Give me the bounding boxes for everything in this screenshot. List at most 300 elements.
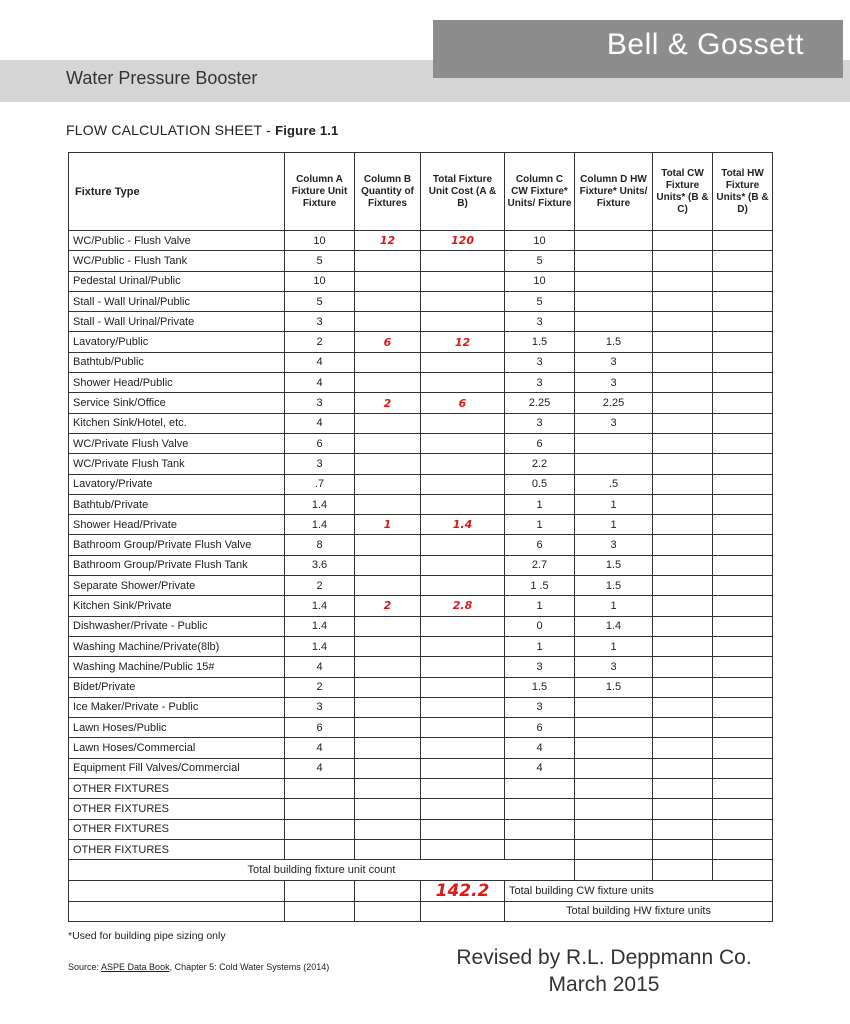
cell-column-b	[355, 839, 421, 859]
total-value-handwritten: 142.2	[435, 880, 490, 901]
table-row	[69, 494, 773, 514]
cell-total-cw	[653, 332, 713, 352]
header-column-d: Column D HW Fixture* Units/ Fixture	[575, 153, 653, 231]
cell-column-a: 1.4	[285, 616, 355, 636]
cell-column-c: 10	[505, 271, 575, 291]
cell-total-cw	[653, 373, 713, 393]
cell-column-b	[355, 373, 421, 393]
cell-total-fixture-unit-cost	[421, 636, 505, 656]
cell-column-b: 2	[355, 596, 421, 616]
empty-cell	[421, 901, 505, 921]
cell-fixture-type: Washing Machine/Private(8lb)	[69, 636, 285, 656]
cell-total-fixture-unit-cost	[421, 697, 505, 717]
cell-total-fixture-unit-cost	[421, 494, 505, 514]
cell-total-hw	[713, 819, 773, 839]
product-title: Water Pressure Booster	[66, 68, 258, 88]
cell-column-c: 6	[505, 535, 575, 555]
header-column-c: Column C CW Fixture* Units/ Fixture	[505, 153, 575, 231]
cell-column-d: 3	[575, 657, 653, 677]
table-header-row	[69, 153, 773, 231]
cell-column-d: .5	[575, 474, 653, 494]
total-cw-label: Total building CW fixture units	[505, 880, 773, 901]
cell-column-d	[575, 312, 653, 332]
cell-column-d: 2.25	[575, 393, 653, 413]
table-row	[69, 352, 773, 372]
cell-column-c	[505, 839, 575, 859]
table-row	[69, 332, 773, 352]
cell-fixture-type: Pedestal Urinal/Public	[69, 271, 285, 291]
cell-column-b	[355, 576, 421, 596]
cell-fixture-type: WC/Private Flush Valve	[69, 433, 285, 453]
cell-total-cw	[653, 677, 713, 697]
cell-total-hw	[713, 718, 773, 738]
cell-column-a: 4	[285, 373, 355, 393]
cell-fixture-type: OTHER FIXTURES	[69, 799, 285, 819]
cell-column-d: 1.5	[575, 677, 653, 697]
cell-fixture-type: WC/Public - Flush Valve	[69, 231, 285, 251]
header-total-hw: Total HW Fixture Units* (B & D)	[713, 153, 773, 231]
table-row	[69, 677, 773, 697]
cell-total-fixture-unit-cost	[421, 433, 505, 453]
cell-column-c: 4	[505, 758, 575, 778]
cell-fixture-type: Service Sink/Office	[69, 393, 285, 413]
cell-column-c: 5	[505, 251, 575, 271]
cell-column-b	[355, 555, 421, 575]
cell-total-hw	[713, 596, 773, 616]
cell-column-d: 1.4	[575, 616, 653, 636]
cell-column-a	[285, 799, 355, 819]
cell-total-fixture-unit-cost: 2.8	[421, 596, 505, 616]
revised-by: Revised by R.L. Deppmann Co.	[456, 946, 752, 969]
cell-fixture-type: Lavatory/Public	[69, 332, 285, 352]
cell-column-c	[505, 799, 575, 819]
footnote: *Used for building pipe sizing only	[68, 930, 226, 942]
cell-column-c: 3	[505, 352, 575, 372]
cell-column-b: 1	[355, 515, 421, 535]
cell-fixture-type: OTHER FIXTURES	[69, 839, 285, 859]
cell-column-b	[355, 636, 421, 656]
cell-column-d: 1	[575, 494, 653, 514]
totals-row-count	[69, 860, 773, 880]
cell-column-c: 1	[505, 515, 575, 535]
empty-cell	[69, 901, 285, 921]
cell-column-b	[355, 718, 421, 738]
cell-fixture-type: Bathtub/Private	[69, 494, 285, 514]
cell-total-hw	[713, 373, 773, 393]
cell-column-a: 5	[285, 291, 355, 311]
cell-fixture-type: Lawn Hoses/Public	[69, 718, 285, 738]
cell-column-a: 4	[285, 738, 355, 758]
cell-fixture-type: Bidet/Private	[69, 677, 285, 697]
cell-fixture-type: Kitchen Sink/Hotel, etc.	[69, 413, 285, 433]
cell-total-hw	[713, 231, 773, 251]
cell-total-cw	[653, 291, 713, 311]
cell-total-fixture-unit-cost	[421, 576, 505, 596]
table-row	[69, 251, 773, 271]
cell-total-fixture-unit-cost	[421, 738, 505, 758]
cell-column-b: 12	[355, 231, 421, 251]
empty-cell	[285, 880, 355, 901]
table-row	[69, 758, 773, 778]
cell-column-b	[355, 352, 421, 372]
cell-column-c: 2.7	[505, 555, 575, 575]
cell-column-b	[355, 616, 421, 636]
cell-column-b	[355, 738, 421, 758]
cell-column-c: 0	[505, 616, 575, 636]
source-suffix: , Chapter 5: Cold Water Systems (2014)	[169, 962, 330, 972]
cell-total-fixture-unit-cost	[421, 271, 505, 291]
cell-total-fixture-unit-cost	[421, 373, 505, 393]
cell-column-d	[575, 454, 653, 474]
cell-column-d	[575, 779, 653, 799]
cell-column-c: 2.2	[505, 454, 575, 474]
cell-column-c: 10	[505, 231, 575, 251]
cell-column-a	[285, 779, 355, 799]
cell-fixture-type: Shower Head/Public	[69, 373, 285, 393]
cell-total-cw	[653, 799, 713, 819]
empty-cell	[653, 860, 713, 880]
cell-column-c: 3	[505, 657, 575, 677]
cell-fixture-type: OTHER FIXTURES	[69, 779, 285, 799]
cell-column-c	[505, 819, 575, 839]
cell-fixture-type: OTHER FIXTURES	[69, 819, 285, 839]
totals-row-hw	[69, 901, 773, 921]
header-fixture-type: Fixture Type	[69, 153, 285, 231]
table-row	[69, 636, 773, 656]
cell-column-b	[355, 677, 421, 697]
cell-column-d	[575, 758, 653, 778]
cell-column-a: 3	[285, 393, 355, 413]
header-column-b: Column B Quantity of Fixtures	[355, 153, 421, 231]
table-row	[69, 433, 773, 453]
cell-total-hw	[713, 799, 773, 819]
cell-total-cw	[653, 839, 713, 859]
cell-column-d	[575, 291, 653, 311]
table-row	[69, 839, 773, 859]
cell-column-d	[575, 839, 653, 859]
sheet-title	[66, 122, 339, 138]
cell-column-d: 3	[575, 535, 653, 555]
cell-total-cw	[653, 616, 713, 636]
table-row	[69, 413, 773, 433]
cell-column-b	[355, 433, 421, 453]
cell-fixture-type: Shower Head/Private	[69, 515, 285, 535]
cell-total-fixture-unit-cost	[421, 454, 505, 474]
cell-column-c: 4	[505, 738, 575, 758]
cell-column-b	[355, 657, 421, 677]
cell-total-cw	[653, 494, 713, 514]
cell-column-b	[355, 251, 421, 271]
cell-column-d	[575, 799, 653, 819]
cell-total-hw	[713, 616, 773, 636]
cell-column-a: 2	[285, 677, 355, 697]
cell-total-fixture-unit-cost	[421, 555, 505, 575]
cell-column-d: 3	[575, 413, 653, 433]
cell-total-hw	[713, 657, 773, 677]
cell-total-cw	[653, 474, 713, 494]
table-row	[69, 738, 773, 758]
cell-total-hw	[713, 494, 773, 514]
cell-column-a: 3.6	[285, 555, 355, 575]
cell-column-c: 3	[505, 413, 575, 433]
empty-cell	[355, 880, 421, 901]
cell-column-b	[355, 312, 421, 332]
cell-column-d: 1.5	[575, 332, 653, 352]
table-row	[69, 231, 773, 251]
cell-total-hw	[713, 677, 773, 697]
cell-total-hw	[713, 332, 773, 352]
cell-fixture-type: Bathroom Group/Private Flush Valve	[69, 535, 285, 555]
cell-fixture-type: Washing Machine/Public 15#	[69, 657, 285, 677]
total-fixture-unit-count-value	[421, 880, 505, 901]
cell-total-fixture-unit-cost	[421, 839, 505, 859]
table-row	[69, 393, 773, 413]
cell-total-fixture-unit-cost: 12	[421, 332, 505, 352]
cell-column-a: 6	[285, 718, 355, 738]
cell-total-hw	[713, 555, 773, 575]
cell-fixture-type: WC/Public - Flush Tank	[69, 251, 285, 271]
cell-total-cw	[653, 636, 713, 656]
cell-column-b	[355, 697, 421, 717]
cell-total-cw	[653, 576, 713, 596]
table-row	[69, 779, 773, 799]
cell-fixture-type: Separate Shower/Private	[69, 576, 285, 596]
cell-fixture-type: Lawn Hoses/Commercial	[69, 738, 285, 758]
cell-total-cw	[653, 819, 713, 839]
cell-column-a: 3	[285, 697, 355, 717]
cell-total-fixture-unit-cost	[421, 251, 505, 271]
table-row	[69, 373, 773, 393]
table-row	[69, 697, 773, 717]
cell-total-hw	[713, 738, 773, 758]
header-total-cw: Total CW Fixture Units* (B & C)	[653, 153, 713, 231]
cell-fixture-type: Equipment Fill Valves/Commercial	[69, 758, 285, 778]
table-row	[69, 312, 773, 332]
table-row	[69, 576, 773, 596]
cell-column-c: 3	[505, 373, 575, 393]
cell-total-fixture-unit-cost: 120	[421, 231, 505, 251]
cell-total-cw	[653, 697, 713, 717]
cell-total-cw	[653, 312, 713, 332]
empty-cell	[355, 901, 421, 921]
cell-column-a: 10	[285, 231, 355, 251]
cell-column-b	[355, 494, 421, 514]
cell-column-d: 1	[575, 636, 653, 656]
source-citation	[68, 962, 329, 972]
table-row	[69, 657, 773, 677]
cell-total-hw	[713, 393, 773, 413]
cell-column-b	[355, 535, 421, 555]
cell-column-d	[575, 251, 653, 271]
cell-total-cw	[653, 433, 713, 453]
header-column-a: Column A Fixture Unit Fixture	[285, 153, 355, 231]
cell-column-c: 5	[505, 291, 575, 311]
cell-column-b: 2	[355, 393, 421, 413]
cell-total-cw	[653, 657, 713, 677]
cell-column-d: 3	[575, 352, 653, 372]
cell-total-fixture-unit-cost	[421, 312, 505, 332]
figure-label: Figure 1.1	[275, 123, 339, 138]
cell-fixture-type: Bathroom Group/Private Flush Tank	[69, 555, 285, 575]
cell-total-fixture-unit-cost	[421, 657, 505, 677]
cell-total-hw	[713, 352, 773, 372]
cell-column-c: 1	[505, 596, 575, 616]
cell-column-d: 3	[575, 373, 653, 393]
table-body	[69, 231, 773, 860]
cell-column-c: 1.5	[505, 332, 575, 352]
cell-column-b	[355, 779, 421, 799]
cell-column-c	[505, 779, 575, 799]
cell-total-fixture-unit-cost	[421, 799, 505, 819]
cell-total-hw	[713, 291, 773, 311]
cell-column-d	[575, 738, 653, 758]
cell-column-c: 1 .5	[505, 576, 575, 596]
cell-total-fixture-unit-cost	[421, 413, 505, 433]
table-row	[69, 454, 773, 474]
cell-column-c: 1.5	[505, 677, 575, 697]
brand-name: Bell & Gossett	[606, 28, 804, 61]
cell-column-b: 6	[355, 332, 421, 352]
cell-column-a: 10	[285, 271, 355, 291]
cell-column-a: 1.4	[285, 596, 355, 616]
cell-total-cw	[653, 596, 713, 616]
cell-total-hw	[713, 433, 773, 453]
empty-cell	[713, 860, 773, 880]
cell-column-a: 2	[285, 332, 355, 352]
cell-total-cw	[653, 271, 713, 291]
empty-cell	[575, 860, 653, 880]
cell-column-d: 1.5	[575, 576, 653, 596]
cell-total-fixture-unit-cost: 1.4	[421, 515, 505, 535]
revised-note	[424, 944, 784, 998]
cell-total-cw	[653, 251, 713, 271]
cell-total-cw	[653, 718, 713, 738]
cell-column-b	[355, 474, 421, 494]
cell-total-hw	[713, 576, 773, 596]
cell-column-a: 8	[285, 535, 355, 555]
cell-fixture-type: WC/Private Flush Tank	[69, 454, 285, 474]
cell-column-a: 1.4	[285, 636, 355, 656]
cell-fixture-type: Ice Maker/Private - Public	[69, 697, 285, 717]
table-row	[69, 291, 773, 311]
cell-column-b	[355, 291, 421, 311]
cell-fixture-type: Stall - Wall Urinal/Public	[69, 291, 285, 311]
cell-total-cw	[653, 738, 713, 758]
cell-column-d	[575, 718, 653, 738]
cell-column-c: 3	[505, 312, 575, 332]
cell-total-hw	[713, 697, 773, 717]
flow-calculation-table	[68, 152, 773, 922]
table-row	[69, 271, 773, 291]
cell-column-a: 5	[285, 251, 355, 271]
cell-fixture-type: Bathtub/Public	[69, 352, 285, 372]
cell-total-fixture-unit-cost	[421, 677, 505, 697]
cell-column-a: 3	[285, 454, 355, 474]
cell-total-cw	[653, 758, 713, 778]
cell-total-hw	[713, 474, 773, 494]
cell-column-c: 6	[505, 433, 575, 453]
source-prefix: Source:	[68, 962, 102, 972]
cell-total-fixture-unit-cost: 6	[421, 393, 505, 413]
cell-total-fixture-unit-cost	[421, 291, 505, 311]
header-total-fixture-unit-cost: Total Fixture Unit Cost (A & B)	[421, 153, 505, 231]
cell-total-fixture-unit-cost	[421, 718, 505, 738]
cell-column-a: .7	[285, 474, 355, 494]
cell-column-a	[285, 819, 355, 839]
cell-column-d: 1.5	[575, 555, 653, 575]
cell-total-cw	[653, 454, 713, 474]
cell-fixture-type: Stall - Wall Urinal/Private	[69, 312, 285, 332]
cell-total-cw	[653, 413, 713, 433]
cell-column-a: 4	[285, 413, 355, 433]
cell-column-c: 6	[505, 718, 575, 738]
cell-fixture-type: Kitchen Sink/Private	[69, 596, 285, 616]
cell-total-fixture-unit-cost	[421, 758, 505, 778]
cell-total-hw	[713, 758, 773, 778]
cell-column-c: 1	[505, 636, 575, 656]
cell-total-fixture-unit-cost	[421, 779, 505, 799]
cell-total-cw	[653, 393, 713, 413]
cell-total-hw	[713, 251, 773, 271]
cell-column-a: 6	[285, 433, 355, 453]
cell-total-hw	[713, 413, 773, 433]
cell-column-b	[355, 799, 421, 819]
cell-column-a: 2	[285, 576, 355, 596]
cell-column-a: 3	[285, 312, 355, 332]
total-hw-label: Total building HW fixture units	[505, 901, 773, 921]
revised-date: March 2015	[548, 973, 660, 996]
empty-cell	[69, 880, 285, 901]
cell-column-d	[575, 697, 653, 717]
table-row	[69, 799, 773, 819]
cell-column-d	[575, 271, 653, 291]
cell-total-cw	[653, 535, 713, 555]
cell-column-b	[355, 758, 421, 778]
cell-column-a: 1.4	[285, 494, 355, 514]
cell-total-cw	[653, 352, 713, 372]
cell-column-c: 2.25	[505, 393, 575, 413]
table-row	[69, 718, 773, 738]
cell-column-d	[575, 433, 653, 453]
cell-column-a: 4	[285, 657, 355, 677]
cell-total-fixture-unit-cost	[421, 535, 505, 555]
cell-total-cw	[653, 515, 713, 535]
cell-column-d	[575, 231, 653, 251]
cell-column-b	[355, 271, 421, 291]
cell-total-hw	[713, 312, 773, 332]
cell-total-cw	[653, 555, 713, 575]
cell-column-a: 4	[285, 758, 355, 778]
cell-column-d: 1	[575, 596, 653, 616]
cell-column-c: 0.5	[505, 474, 575, 494]
source-link[interactable]: ASPE Data Book	[101, 962, 170, 972]
cell-total-hw	[713, 535, 773, 555]
cell-total-hw	[713, 271, 773, 291]
cell-column-a: 1.4	[285, 515, 355, 535]
cell-total-hw	[713, 636, 773, 656]
cell-total-cw	[653, 231, 713, 251]
table-row	[69, 819, 773, 839]
cell-fixture-type: Dishwasher/Private - Public	[69, 616, 285, 636]
table-row	[69, 474, 773, 494]
cell-column-b	[355, 454, 421, 474]
cell-fixture-type: Lavatory/Private	[69, 474, 285, 494]
sheet-title-text: FLOW CALCULATION SHEET -	[66, 122, 271, 138]
cell-total-hw	[713, 779, 773, 799]
cell-total-hw	[713, 515, 773, 535]
cell-total-fixture-unit-cost	[421, 352, 505, 372]
cell-total-hw	[713, 839, 773, 859]
